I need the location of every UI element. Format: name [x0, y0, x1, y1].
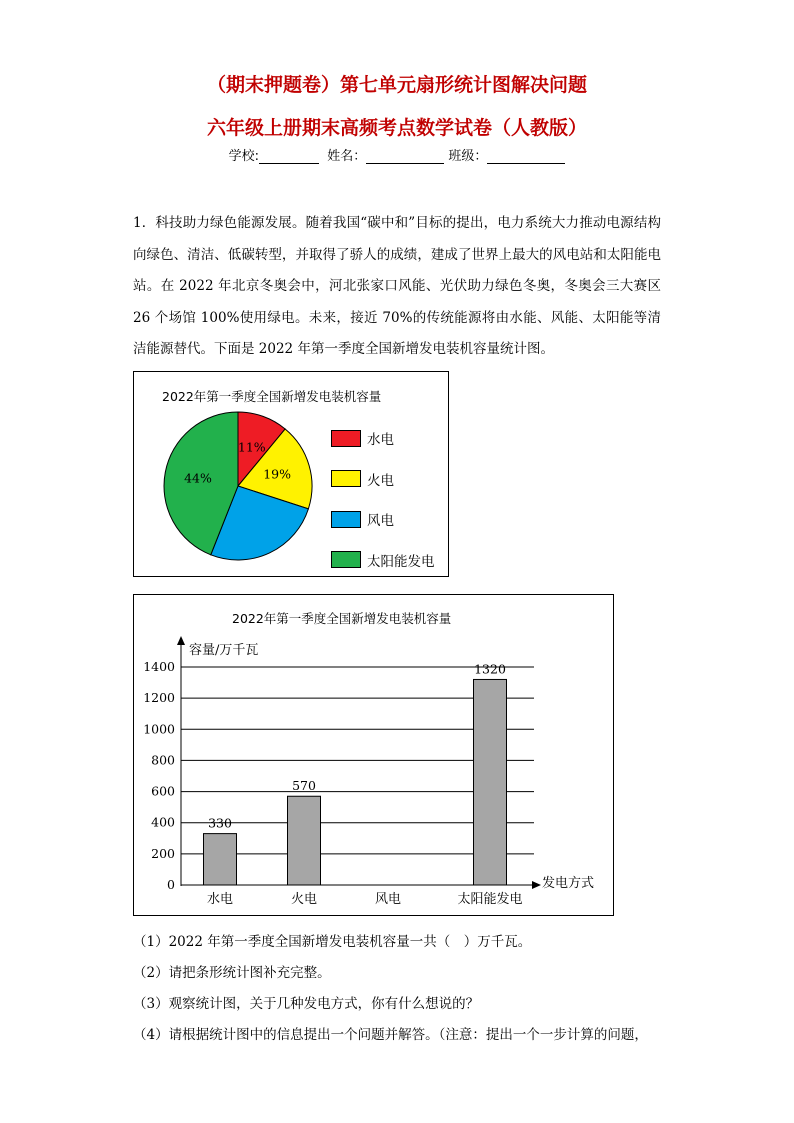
question-text: 1．科技助力绿色能源发展。随着我国“碳中和”目标的提出，电力系统大力推动电源结构向绿色、清洁、低碳转型，并取得了骄人的成绩，建成了世界上最大的风电站和太阳能电站。在 2022 年北京冬奥会中，河北张家口风能、光伏助力绿色冬奥，冬奥会三大赛区 26 个场馆 100%使用绿电。未来，接近 70%的传统能源将由水能、风能、太阳能等清洁能源替代。下面是 2022 年第一季度全国新增发电装机容量统计图。: [133, 215, 661, 357]
bar: [288, 796, 321, 885]
legend-item-thermal: [331, 459, 435, 500]
bar-chart: [134, 595, 613, 915]
name-label: 姓名：: [327, 149, 367, 164]
school-label: 学校:: [228, 149, 259, 164]
x-axis-title: 发电方式: [542, 876, 595, 891]
class-label: 班级：: [448, 149, 488, 164]
title-main: （期末押题卷）第七单元扇形统计图解决问题: [206, 74, 587, 96]
bar: [204, 834, 237, 885]
y-tick-label: 1000: [143, 721, 175, 737]
legend-item-hydro: [331, 418, 435, 459]
y-tick-label: 400: [151, 814, 175, 830]
legend-label: 太阳能发电: [367, 553, 435, 570]
bar-value-label: 1320: [474, 661, 506, 677]
name-blank[interactable]: [366, 149, 444, 164]
legend-item-wind: [331, 499, 435, 540]
legend-label: 水电: [367, 432, 394, 449]
pie-chart-title: 2022年第一季度全国新增发电装机容量: [162, 389, 382, 404]
subquestion-list: [133, 927, 673, 1051]
y-axis-title: 容量/万千瓦: [189, 643, 259, 658]
bar-value-label: 570: [292, 778, 316, 794]
y-tick-label: 1200: [143, 690, 175, 706]
y-tick-label: 800: [151, 752, 175, 768]
pie-slice-label: 11%: [237, 439, 266, 455]
x-category-label: 水电: [206, 892, 234, 907]
x-category-label: 火电: [290, 892, 318, 907]
legend-item-solar: [331, 540, 435, 581]
pie-chart: [134, 372, 334, 562]
legend-swatch: [331, 511, 361, 528]
legend-label: 风电: [367, 513, 394, 530]
subquestion-1: （1）2022 年第一季度全国新增发电装机容量一共（ ）万千瓦。: [133, 934, 532, 950]
bar-chart-frame: [133, 594, 614, 916]
title-sub: 六年级上册期末高频考点数学试卷（人教版）: [206, 117, 587, 139]
y-tick-label: 200: [151, 845, 175, 861]
y-tick-label: 600: [151, 783, 175, 799]
legend-swatch: [331, 551, 361, 568]
y-axis-arrow: [177, 636, 185, 645]
x-category-label: 太阳能发电: [457, 892, 523, 907]
bar-chart-title: 2022年第一季度全国新增发电装机容量: [232, 611, 452, 626]
legend-swatch: [331, 430, 361, 447]
class-blank[interactable]: [487, 149, 565, 164]
subquestion-4: （4）请根据统计图中的信息提出一个问题并解答。（注意：提出一个一步计算的问题，: [133, 1027, 648, 1043]
pie-slice-label: 44%: [184, 470, 212, 486]
legend-swatch: [331, 470, 361, 487]
student-info-line: [0, 145, 794, 164]
school-blank[interactable]: [259, 149, 319, 164]
bar-value-label: 330: [208, 815, 232, 831]
x-category-label: 风电: [374, 892, 402, 907]
subquestion-2: （2）请把条形统计图补充完整。: [133, 965, 331, 981]
y-tick-label: 1400: [143, 659, 175, 674]
pie-slice-label: 19%: [263, 466, 291, 482]
pie-legend: [331, 418, 435, 580]
x-axis-arrow: [532, 881, 541, 889]
pie-chart-frame: [133, 371, 449, 577]
y-tick-label: 0: [167, 877, 175, 892]
legend-label: 火电: [367, 472, 394, 489]
subquestion-3: （3）观察统计图，关于几种发电方式，你有什么想说的？: [133, 996, 480, 1012]
bar: [474, 679, 507, 885]
